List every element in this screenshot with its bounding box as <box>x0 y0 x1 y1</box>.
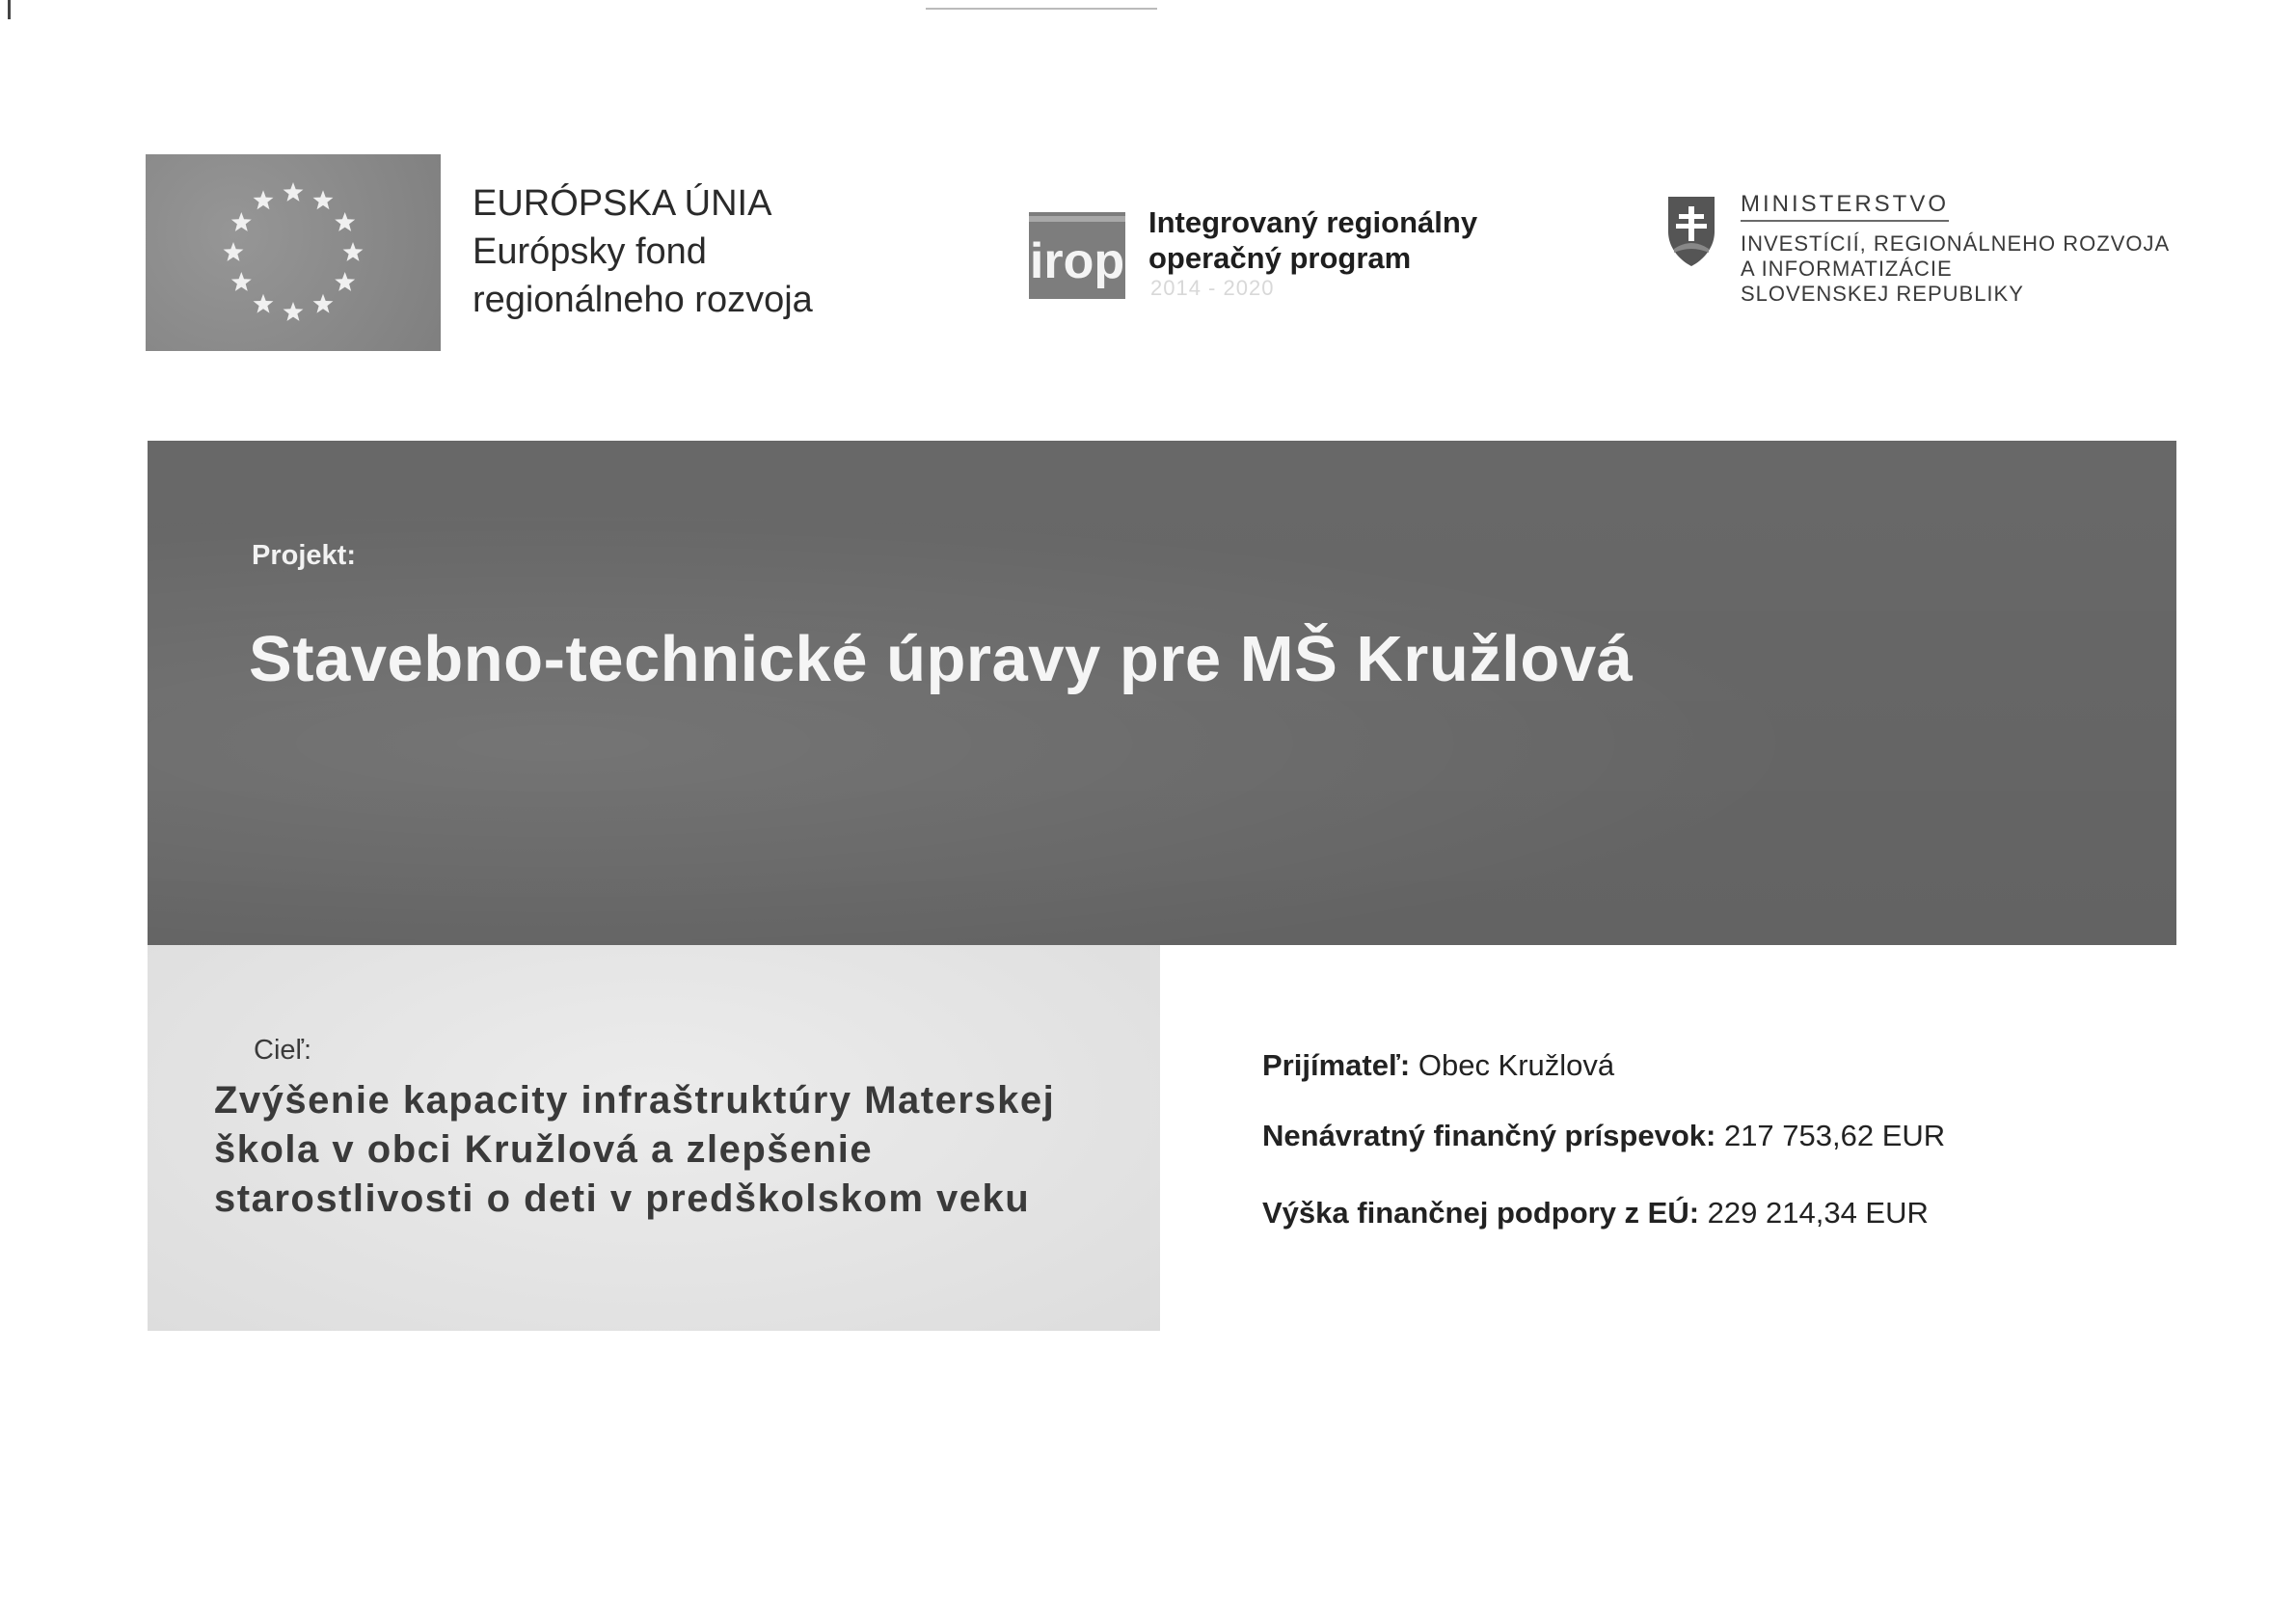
eu-star-icon <box>313 294 334 313</box>
eu-line-2: Európsky fond <box>473 231 707 272</box>
ministry-line-3: SLOVENSKEJ REPUBLIKY <box>1741 282 2024 306</box>
eu-line-1: EURÓPSKA ÚNIA <box>473 183 772 224</box>
eu-star-icon <box>313 190 334 209</box>
slovak-coat-of-arms-icon <box>1666 195 1716 268</box>
eu-star-icon <box>254 190 274 209</box>
recipient-value: Obec Kružlová <box>1418 1048 1615 1082</box>
project-label: Projekt: <box>252 540 356 571</box>
irop-line-2: operačný program <box>1148 241 1412 275</box>
eu-star-icon <box>284 302 304 321</box>
eu-line-3: regionálneho rozvoja <box>473 280 813 320</box>
ministry-title: MINISTERSTVO <box>1741 191 1949 222</box>
eu-star-icon <box>254 294 274 313</box>
eu-star-icon <box>343 242 364 261</box>
eu-star-icon <box>231 212 252 231</box>
ministry-line-1: INVESTÍCIÍ, REGIONÁLNEHO ROZVOJA <box>1741 231 2171 256</box>
eu-stars-circle <box>146 154 441 351</box>
goal-text <box>214 1076 1055 1224</box>
irop-logo-text: irop <box>1029 233 1125 289</box>
eu-support-value: 229 214,34 EUR <box>1707 1196 1929 1230</box>
goal-line-1: Zvýšenie kapacity infraštruktúry Materskej <box>214 1079 1056 1122</box>
eu-support-row <box>1262 1196 1929 1231</box>
irop-logo <box>1029 212 1125 299</box>
eu-star-icon <box>224 242 244 261</box>
project-title: Stavebno-technické úpravy pre MŠ Kružlová <box>249 623 1634 695</box>
grant-value: 217 753,62 EUR <box>1723 1119 1946 1152</box>
irop-years: 2014 - 2020 <box>1150 276 1275 300</box>
grant-label: Nenávratný finančný príspevok: <box>1262 1119 1716 1152</box>
irop-program-name <box>1148 204 1477 276</box>
ministry-line-2: A INFORMATIZÁCIE <box>1741 257 1953 281</box>
recipient-label: Prijímateľ: <box>1262 1048 1411 1082</box>
irop-line-1: Integrovaný regionálny <box>1148 205 1478 239</box>
eu-fund-name <box>473 179 813 324</box>
scan-line <box>926 8 1157 10</box>
eu-star-icon <box>284 182 304 202</box>
recipient-row <box>1262 1048 1614 1083</box>
eu-flag-icon <box>146 154 441 351</box>
grant-row <box>1262 1119 1945 1153</box>
eu-star-icon <box>231 272 252 291</box>
eu-star-icon <box>335 212 355 231</box>
goal-label: Cieľ: <box>254 1035 312 1066</box>
goal-line-2: škola v obci Kružlová a zlepšenie <box>214 1128 874 1171</box>
ministry-name <box>1741 231 2170 307</box>
eu-star-icon <box>335 272 355 291</box>
goal-line-3: starostlivosti o deti v predškolskom veku <box>214 1177 1031 1220</box>
eu-support-label: Výška finančnej podpory z EÚ: <box>1262 1196 1700 1230</box>
scan-mark <box>8 0 11 19</box>
